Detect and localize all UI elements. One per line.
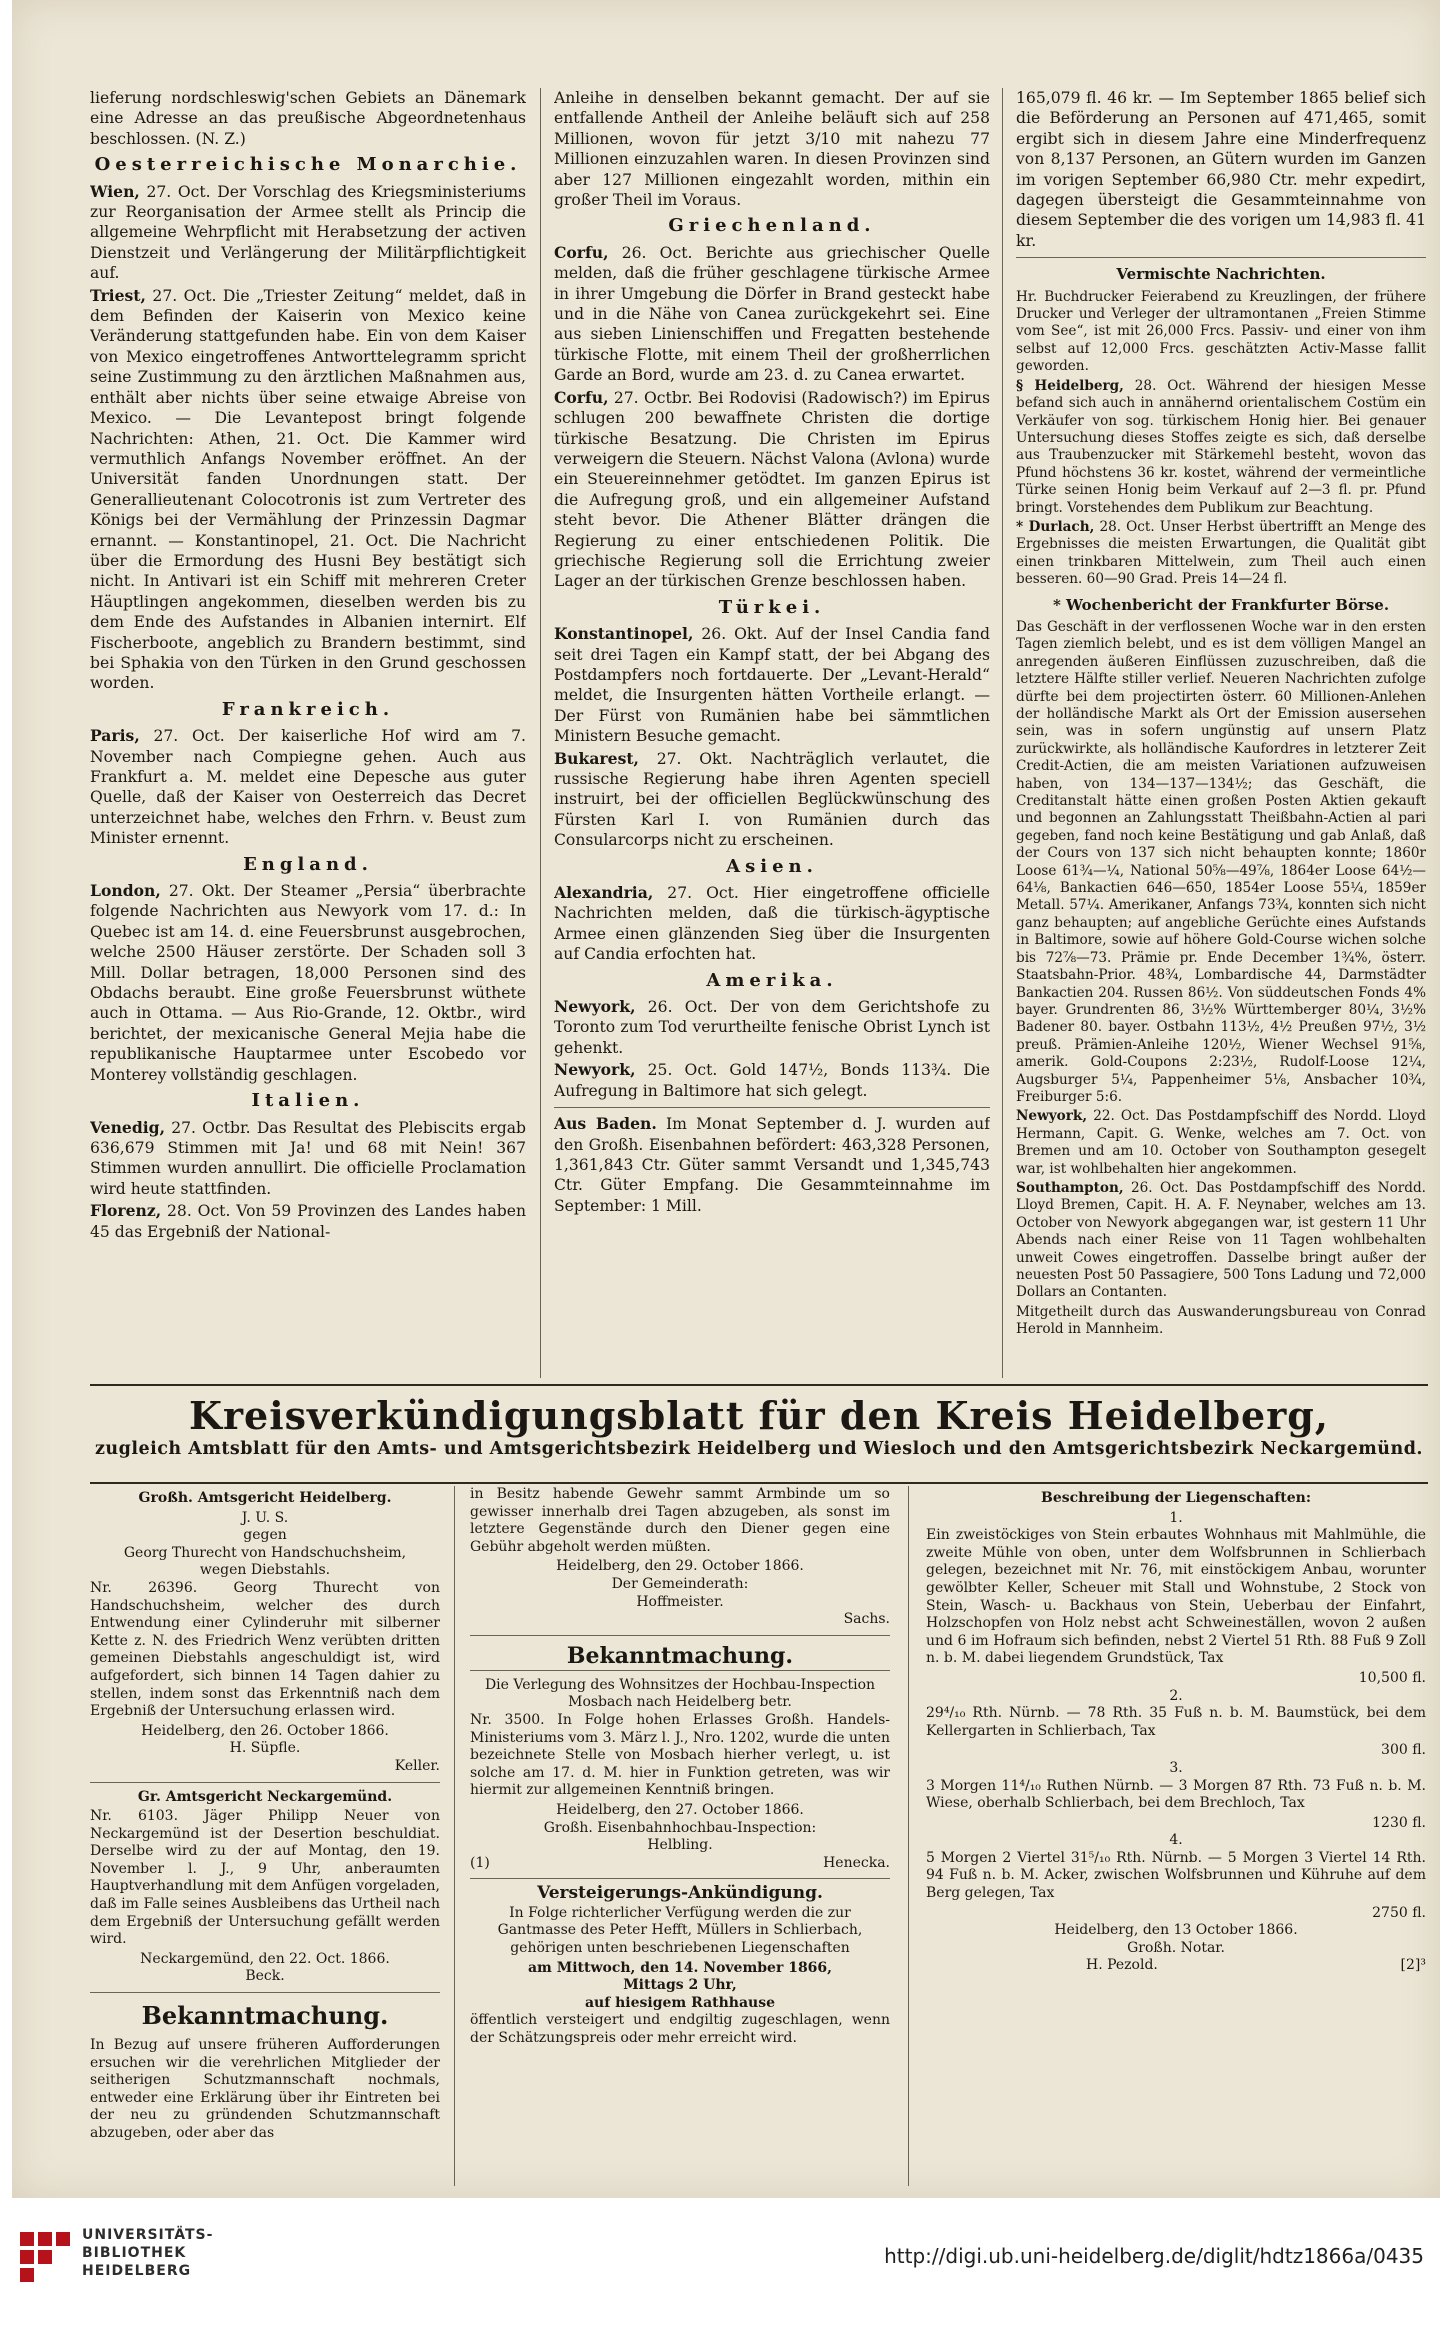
notice-line: Großh. Notar.: [1127, 1939, 1225, 1956]
notice-signature: Hoffmeister.: [636, 1593, 724, 1610]
library-name-line: BIBLIOTHEK: [82, 2245, 187, 2261]
notice-heading: Versteigerungs-Ankündigung.: [537, 1883, 823, 1904]
notice-date: Heidelberg, den 26. October 1866.: [141, 1722, 389, 1739]
dateline: Corfu,: [554, 387, 609, 407]
news-item: [554, 243, 990, 386]
news-item: [554, 624, 990, 746]
section-heading: Frankreich.: [221, 698, 395, 720]
dateline: Corfu,: [554, 242, 609, 262]
property-number: 4.: [1169, 1832, 1183, 1849]
notice-line: Der Gemeinderath:: [611, 1575, 749, 1592]
news-text: Hr. Buchdrucker Feierabend zu Kreuzlingen, der frühere Drucker und Verleger der ultramontanen „Freien Stimme vom See“, ist mit 26,000 Frcs. Passiv- und einer von ihm selbst auf 12,000 Frcs. geschätzten Activ-Masse fallit geworden.: [1016, 288, 1426, 375]
news-text: 26. Oct. Das Postdampfschiff des Nordd. Lloyd Bremen, Capit. H. A. F. Neynaber, welches am 13. October von Newyork abgegangen war, ist gestern 11 Uhr Abends nach einer Reise von 11 Tagen wohlbehalten unweit Cowes eingetroffen. Dasselbe bringt außer der neuesten Post 50 Passagiere, 500 Tons Ladung und 72,000 Dollars an Contanten.: [1016, 1179, 1426, 1301]
notice-line: gegen: [243, 1527, 287, 1544]
notice-heading: Großh. Amtsgericht Heidelberg.: [138, 1490, 392, 1506]
news-text: 28. Oct. Unser Herbst übertrifft an Menge des Ergebnisses die meisten Erwartungen, die Qualität gibt einen trinkbaren Mittelwein, zum Theil auch einen besseren. 60—90 Grad. Preis 14—24 fl.: [1016, 518, 1426, 588]
divider: [90, 1782, 440, 1783]
notice-date: Heidelberg, den 13 October 1866.: [1054, 1922, 1298, 1939]
news-item: [90, 1118, 526, 1200]
library-name-line: UNIVERSITÄTS-: [82, 2227, 214, 2243]
section-heading: Italien.: [251, 1090, 365, 1112]
kreisblatt-masthead: [90, 1384, 1428, 1484]
auction-place: auf hiesigem Rathhause: [584, 1994, 776, 2011]
property-number: 3.: [1169, 1759, 1183, 1776]
library-name-line: HEIDELBERG: [82, 2263, 192, 2279]
property-price: 10,500 fl.: [1358, 1669, 1426, 1686]
news-item: [90, 1201, 526, 1242]
news-item: [1016, 378, 1426, 517]
notice-signature: H. Pezold.: [1086, 1957, 1158, 1974]
property-description: 3 Morgen 11⁴/₁₀ Ruthen Nürnb. — 3 Morgen 87 Rth. 73 Fuß n. b. M. Wiese, oberhalb Schlierbach, bei dem Brechloch, Tax: [926, 1777, 1426, 1812]
news-text: 27. Oct. Die „Triester Zeitung“ meldet, daß in dem Befinden der Kaiserin von Mexico keine Veränderung stattgefunden habe. Ein von dem Kaiser von Mexico eingetroffenes Antworttelegramm spricht seine Zustimmung zu den ärztlichen Maßnahmen aus, enthält aber nichts über seine etwaige Abreise von Mexico. — Die Levantepost bringt folgende Nachrichten: Athen, 21. Oct. Die Kammer wird vermuthlich Anfangs November eröffnet. An der Universität fanden Unordnungen statt. Der Generallieutenant Colocotronis ist zum Vertreter des Königs bei der Vermählung der Prinzessin Dagmar ernannt. — Konstantinopel, 21. Oct. Die Nachricht über die Ermordung des Husni Bey bestätigt sich nicht. In Antivari ist ein Schiff mit mehreren Creter Häuptlingen angekommen, dieselben werden bis zu dem Ende des Aufstandes in Albanien internirt. Elf Fischerboote, angeblich zu Brandern bestimmt, sind bei Sphakia von den Türken in den Grund geschossen worden.: [90, 286, 526, 693]
property-price: 300 fl.: [1381, 1742, 1426, 1759]
dateline: Alexandria,: [554, 883, 654, 903]
section-heading: Amerika.: [706, 969, 838, 991]
section-heading: Asien.: [726, 855, 818, 877]
news-text: 27. Oct. Der kaiserliche Hof wird am 7. November nach Compiegne gehen. Auch aus Frankfurt a. M. meldet eine Depesche aus guter Quelle, daß der Kaiser von Oesterreich das Decret unterzeichnet habe, welches den Frhrn. v. Beust zum Minister ernennt.: [90, 727, 526, 848]
notice-date: Heidelberg, den 29. October 1866.: [556, 1558, 804, 1575]
news-column-1: [90, 88, 526, 1378]
notice-footer-row: [926, 1957, 1426, 1975]
notice-line: J. U. S.: [241, 1509, 289, 1526]
notice-subject: Die Verlegung des Wohnsitzes der Hochbau-Inspection Mosbach nach Heidelberg betr.: [484, 1676, 876, 1711]
column-divider: [1002, 88, 1003, 1378]
news-text: 26. Oct. Berichte aus griechischer Quelle melden, daß die früher geschlagene türkische Armee in ihrer Umgebung die Dörfer in Brand gesteckt habe und in die Nähe von Canea zurückgekehrt sei. Eine aus sieben Linienschiffen und Fregatten bestehende türkische Flotte, mit einem Theil der großherrlichen Garde an Bord, wurde am 23. d. zu Canea erwartet.: [554, 243, 990, 385]
dateline: Wien,: [90, 181, 140, 201]
property-number: 2.: [1169, 1687, 1183, 1704]
notice-text: Nr. 3500. In Folge hohen Erlasses Großh. Handels-Ministeriums vom 3. März l. J., Nro. 1202, wurde die unten bezeichnete Stelle von Mosbach hierher verlegt, u. ist solche am 17. d. M. hier in Funktion getreten, was wir hiermit zur allgemeinen Kenntniß bringen.: [470, 1711, 890, 1799]
news-item: [90, 286, 526, 694]
notice-heading: Gr. Amtsgericht Neckargemünd.: [137, 1788, 393, 1805]
divider: [554, 1107, 990, 1108]
news-text: 26. Okt. Auf der Insel Candia fand seit drei Tagen ein Kampf statt, der bei Abgang des Postdampfers noch fortdauerte. Der „Levant-Herald“ meldet, die Insurgenten hätten Vortheile erlangt. — Der Fürst von Rumänien habe bei sämmtlichen Ministern Besuche gemacht.: [554, 625, 990, 746]
dateline: Bukarest,: [554, 748, 639, 768]
notice-signature: Henecka.: [823, 1854, 890, 1871]
news-text: Im Monat September d. J. wurden auf den Großh. Eisenbahnen befördert: 463,328 Personen, 1,361,843 Ctr. Güter sammt Versandt und 1,345,743 Ctr. Güter Empfang. Die Gesammteinnahme im September: 1 Mill.: [554, 1115, 990, 1215]
notice-text: Nr. 26396. Georg Thurecht von Handschuchsheim, welcher des durch Entwendung einer Cylinderuhr mit silberner Kette z. N. des Friedrich Wenz verübten dritten gemeinen Diebstahls angeschuldigt ist, wird aufgefordert, sich binnen 14 Tagen dahier zu stellen, indem sonst das Erkenntniß nach dem Ergebniß der Untersuchung erlassen wird.: [90, 1579, 440, 1720]
news-item: [90, 726, 526, 848]
property-description: Ein zweistöckiges von Stein erbautes Wohnhaus mit Mahlmühle, die zweite Mühle von oben, unter dem Wolfsbrunnen in Schlierbach gelegen, bezeichnet mit Nr. 76, mit einstöckigem Anbau, worunter gewölbter Keller, Scheuer mit Stall und Wohnstube, 2 Stock von Stein, Wasch- u. Backhaus von Stein, Ueberbau der Einfahrt, Holzschopfen von Holz nebst acht Schweineställen, wovon 2 außen und 6 im Hofraum sich befinden, nebst 2 Viertel 51 Rth. 88 Fuß 9 Zoll n. b. M. dabei liegendem Grundstück, Tax: [926, 1527, 1426, 1667]
library-name: [82, 2226, 213, 2280]
news-item: [90, 881, 526, 1085]
notice-footer-row: [470, 1855, 890, 1873]
dateline: § Heidelberg,: [1016, 377, 1124, 394]
section-heading: Vermischte Nachrichten.: [1116, 265, 1326, 284]
news-item: [1016, 519, 1426, 589]
divider: [90, 1992, 440, 1993]
section-heading: Oesterreichische Monarchie.: [94, 154, 522, 176]
news-item: [554, 997, 990, 1058]
university-library-logo-icon: [14, 2226, 76, 2288]
dateline: Aus Baden.: [554, 1114, 657, 1134]
news-item: [554, 388, 990, 592]
announcements-column-1: [90, 1486, 440, 2186]
section-heading: Griechenland.: [668, 215, 876, 237]
news-text: 22. Oct. Das Postdampfschiff des Nordd. Lloyd Hermann, Capit. G. Wenke, welches am 7. Oct. von Bremen und am 10. October von Southampton gesegelt war, ist wohlbehalten hier angekommen.: [1016, 1108, 1426, 1177]
news-text: 27. Octbr. Das Resultat des Plebiscits ergab 636,679 Stimmen mit Ja! und 68 mit Nein! 367 Stimmen wurden annullirt. Die officielle Proclamation wird heute stattfinden.: [90, 1118, 526, 1198]
dateline: London,: [90, 881, 161, 901]
notice-line: Georg Thurecht von Handschuchsheim,: [123, 1544, 407, 1561]
notice-heading: Bekanntmachung.: [470, 1642, 890, 1671]
news-text: 26. Oct. Der von dem Gerichtshofe zu Toronto zum Tod verurtheilte fenische Obrist Lynch ist gehenkt.: [554, 998, 990, 1057]
news-item: [554, 1060, 990, 1101]
paragraph: Anleihe in denselben bekannt gemacht. Der auf sie entfallende Antheil der Anleihe beläuft sich auf 258 Millionen, wovon für jetzt 3/10 mit nahezu 77 Millionen einzuzahlen waren. In diesen Provinzen sind aber 127 Millionen eingezahlt worden, mithin ein großer Theil im Voraus.: [554, 89, 990, 210]
section-heading: * Wochenbericht der Frankfurter Börse.: [1052, 595, 1390, 614]
announcements-section: [90, 1486, 1428, 2186]
dateline: Venedig,: [90, 1117, 166, 1137]
notice-heading: Bekanntmachung.: [141, 2001, 389, 2031]
news-text: Das Geschäft in der verflossenen Woche war in den ersten Tagen ziemlich belebt, und es ist dem völligen Mangel an anregenden äußeren Einflüssen zuzuschreiben, daß die letztere Hälfte stiller verlief. Neueren Nachrichten zufolge dürfte bei dem projectirten österr. 60 Millionen-Anlehen der holländische Markt als Ort der Emission ausersehen sein, was in sofern ungünstig auf unsern Platz zurückwirkte, als holländische Kaufordres in letzterer Zeit Credit-Actien, die am meisten Variationen aufzuweisen haben, von 134—137—134½; das Geschäft, die Creditanstalt hätte einen großen Posten Aktien gekauft und begonnen an Zahlungsstatt Theißbahn-Actien al pari gegeben, fand noch keine Bestätigung und gab Anlaß, daß der Cours von 137 sich nicht behaupten konnte; 1860r Loose 61¾—¼, National 50⅝—49⅞, 1864er Loose 64½—64⅛, Bankactien 646—650, 1854er Loose 55¼, 1859er Metall. 57¼. Amerikaner, Anfangs 73¾, konnten sich nicht ganz behaupten; auf angebliche Gerüchte eines Aufstands in Baltimore, sowie auf höhere Gold-Course wichen solche bis 72⅞—73. Prämie pr. Ende December 1¾%, österr. Staatsbahn-Prior. 48¾, Lombardische 44, Darmstädter Bankactien 204. Russen 86½. Von süddeutschen Fonds 4% bayer. Grundrenten 86, 3½% Württemberger 80¼, 3½% Badener 80. bayer. Ostbahn 113½, 4½ Preußen 97½, 3½ preuß. Prämien-Anleihe 120½, Wiener Wechsel 91⅝, amerik. Gold-Coupons 2:23½, Rudolf-Loose 12¼, Augsburger 5¼, Pappenheimer 5⅛, Ansbacher 10¾, Freiburger 5:6.: [1016, 618, 1426, 1105]
property-price: 2750 fl.: [1372, 1904, 1426, 1921]
masthead-subtitle: zugleich Amtsblatt für den Amts- und Amtsgerichtsbezirk Heidelberg und Wiesloch und den Amtsgerichtsbezirk Neckargemünd.: [94, 1439, 1424, 1459]
notice-signature: Sachs.: [843, 1611, 890, 1628]
news-text: 27. Okt. Nachträglich verlautet, die russische Regierung habe ihren Agenten speciell instruirt, bei der officiellen Beglückwünschung des Fürsten Karl I. von Rumänien durch das Consularcorps nicht zu erscheinen.: [554, 749, 990, 850]
notice-text: In Folge richterlicher Verfügung werden die zur Gantmasse des Peter Hefft, Müllers in Schlierbach, gehörigen unten beschriebenen Liegenschaften: [497, 1904, 863, 1957]
notice-signature: Beck.: [245, 1968, 285, 1985]
source-url-link[interactable]: http://digi.ub.uni-heidelberg.de/diglit/hdtz1866a/0435: [884, 2244, 1424, 2268]
news-item: [90, 182, 526, 284]
news-text: 28. Oct. Von 59 Provinzen des Landes haben 45 das Ergebniß der National-: [90, 1202, 526, 1241]
column-divider: [454, 1486, 455, 2186]
dateline: Florenz,: [90, 1201, 162, 1221]
news-text: 28. Oct. Während der hiesigen Messe befand sich auch in annähernd orientalischem Costüm ein Verkäufer von sog. türkischem Honig hier. Bei genauer Untersuchung dieses Stoffes zeigte es sich, daß derselbe aus Traubenzucker mit Stärkemehl besteht, wovon das Pfund höchstens 36 kr. kostet, während der vermeintliche Türke seinen Honig beim Verkauf auf 2—3 fl. pr. Pfund bringt. Vorstehendes dem Publikum zur Beachtung.: [1016, 377, 1426, 516]
notice-signature: Helbling.: [647, 1837, 713, 1854]
dateline: Southampton,: [1016, 1179, 1124, 1196]
news-text: 25. Oct. Gold 147½, Bonds 113¾. Die Aufregung in Baltimore hat sich gelegt.: [554, 1061, 990, 1100]
notice-text: In Bezug auf unsere früheren Aufforderungen ersuchen wir die verehrlichen Mitglieder der seitherigen Schutzmannschaft nochmals, entweder eine Erklärung über ihr Eintreten bei der neu zu gründenden Schutzmannschaft abzugeben, oder aber das: [90, 2037, 440, 2141]
section-heading: England.: [243, 853, 373, 875]
property-description: 5 Morgen 2 Viertel 31⁵/₁₀ Rth. Nürnb. — 5 Morgen 3 Viertel 14 Rth. 94 Fuß n. b. M. Acker, zwischen Wolfsbrunnen und Kühruhe auf dem Berg gelegen, Tax: [926, 1849, 1426, 1902]
news-item: [554, 1114, 990, 1216]
news-item: [554, 883, 990, 965]
notice-signature: Keller.: [394, 1757, 440, 1774]
dateline: Triest,: [90, 285, 146, 305]
section-heading: Türkei.: [718, 596, 826, 618]
property-price: 1230 fl.: [1372, 1814, 1426, 1831]
column-divider: [908, 1486, 909, 2186]
column-divider: [540, 88, 541, 1378]
news-text: 27. Octbr. Bei Rodovisi (Radowisch?) im Epirus schlugen 200 bewaffnete Christen die dortige türkische Besatzung. Die Christen im Epirus verweigern die Steuern. Nächst Valona (Avlona) wurde ein Steuereinnehmer getödtet. Im ganzen Epirus ist die Aufregung groß, und ein allgemeiner Aufstand steht bevor. Die Athener Blätter drängen die Regierung zu einer entschiedenen Politik. Die griechische Regierung soll die Errichtung zweier Lager an der türkischen Grenze beschlossen haben.: [554, 388, 990, 591]
news-text: 27. Okt. Der Steamer „Persia“ überbrachte folgende Nachrichten aus Newyork vom 17. d.: In Quebec ist am 14. d. eine Feuersbrunst ausgebrochen, welche 2500 Häuser zerstörte. Der Schaden soll 3 Mill. Dollar betragen, 18,000 Personen sind des Obdachs beraubt. Eine große Feuersbrunst wüthete auch in Ottama. — Aus Rio-Grande, 12. Oktbr., wird berichtet, der mexicanische General Mejia habe die republikanische Hauptarmee unter Escobedo vor Monterey vollständig geschlagen.: [90, 882, 526, 1084]
news-text: 27. Oct. Hier eingetroffene officielle Nachrichten melden, daß die türkisch-ägyptische Armee einen glänzenden Sieg über die Insurgenten auf Candia erfochten hat.: [554, 884, 990, 964]
news-text: Mitgetheilt durch das Auswanderungsbureau von Conrad Herold in Mannheim.: [1016, 1303, 1426, 1338]
auction-time: Mittags 2 Uhr,: [623, 1977, 737, 1994]
property-list-heading: Beschreibung der Liegenschaften:: [1040, 1490, 1312, 1506]
auction-date: am Mittwoch, den 14. November 1866,: [527, 1959, 833, 1976]
news-item: [554, 749, 990, 851]
announcements-column-2: [470, 1486, 890, 2186]
paragraph: 165,079 fl. 46 kr. — Im September 1865 belief sich die Beförderung an Personen auf 471,465, somit ergibt sich in diesem Jahre eine Minderfrequenz von 8,137 Personen, an Gütern wurden im Ganzen im vorigen September 66,980 Ctr. mehr expedirt, dagegen übersteigt die Gesammteinnahme von diesem September die des vorigen um 14,983 fl. 41 kr.: [1016, 89, 1426, 250]
dateline: Konstantinopel,: [554, 624, 694, 644]
dateline: Newyork,: [1016, 1108, 1088, 1125]
divider: [1016, 257, 1426, 258]
news-item: [1016, 1180, 1426, 1302]
notice-text: in Besitz habende Gewehr sammt Armbinde um so gewisser innerhalb drei Tagen abzugeben, als sonst im letztere Gegenstände durch den Diener gegen eine Gebühr abgeholt werden müßten.: [470, 1486, 890, 1555]
property-description: 29⁴/₁₀ Rth. Nürnb. — 78 Rth. 35 Fuß n. b. M. Baumstück, bei dem Kellergarten in Schlierbach, Tax: [926, 1705, 1426, 1739]
news-item: [1016, 1108, 1426, 1178]
dateline: Paris,: [90, 726, 140, 746]
divider: [470, 1635, 890, 1636]
notice-line: wegen Diebstahls.: [199, 1562, 331, 1579]
digitization-footer: [0, 2198, 1442, 2350]
divider: [470, 1878, 890, 1879]
notice-date: Heidelberg, den 27. October 1866.: [556, 1801, 804, 1818]
news-column-3: [1016, 88, 1426, 1378]
notice-number: (1): [470, 1854, 490, 1871]
news-section: [90, 88, 1428, 1378]
notice-number: [2]³: [1400, 1957, 1426, 1974]
news-text: 27. Oct. Der Vorschlag des Kriegsministeriums zur Reorganisation der Armee stellt als Princip die allgemeine Wehrpflicht mit Herabsetzung der activen Dienstzeit und Verlängerung der Militärpflichtigkeit auf.: [90, 182, 526, 283]
announcements-column-3: [926, 1486, 1426, 2186]
notice-line: Großh. Eisenbahnhochbau-Inspection:: [543, 1819, 817, 1836]
property-number: 1.: [1169, 1509, 1183, 1526]
paragraph: lieferung nordschleswig'schen Gebiets an Dänemark eine Adresse an das preußische Abgeordnetenhaus beschlossen. (N. Z.): [90, 89, 526, 148]
dateline: Newyork,: [554, 997, 636, 1017]
notice-date: Neckargemünd, den 22. Oct. 1866.: [140, 1950, 390, 1967]
notice-signature: H. Süpfle.: [229, 1740, 301, 1757]
masthead-title: Kreisverkündigungsblatt für den Kreis Heidelberg,: [188, 1393, 1330, 1438]
dateline: * Durlach,: [1016, 518, 1095, 535]
notice-text: Nr. 6103. Jäger Philipp Neuer von Neckargemünd ist der Desertion beschuldiat. Derselbe wird zu der auf Montag, den 19. November l. J., 9 Uhr, anberaumten Hauptverhandlung mit dem Anfügen vorgeladen, daß im Falle seines Ausbleibens das Urtheil nach dem Ergebniß der Untersuchung gefällt werden wird.: [90, 1808, 440, 1948]
news-column-2: [554, 88, 990, 1378]
dateline: Newyork,: [554, 1060, 636, 1080]
notice-text: öffentlich versteigert und endgiltig zugeschlagen, wenn der Schätzungspreis oder mehr erreicht wird.: [470, 2012, 890, 2047]
